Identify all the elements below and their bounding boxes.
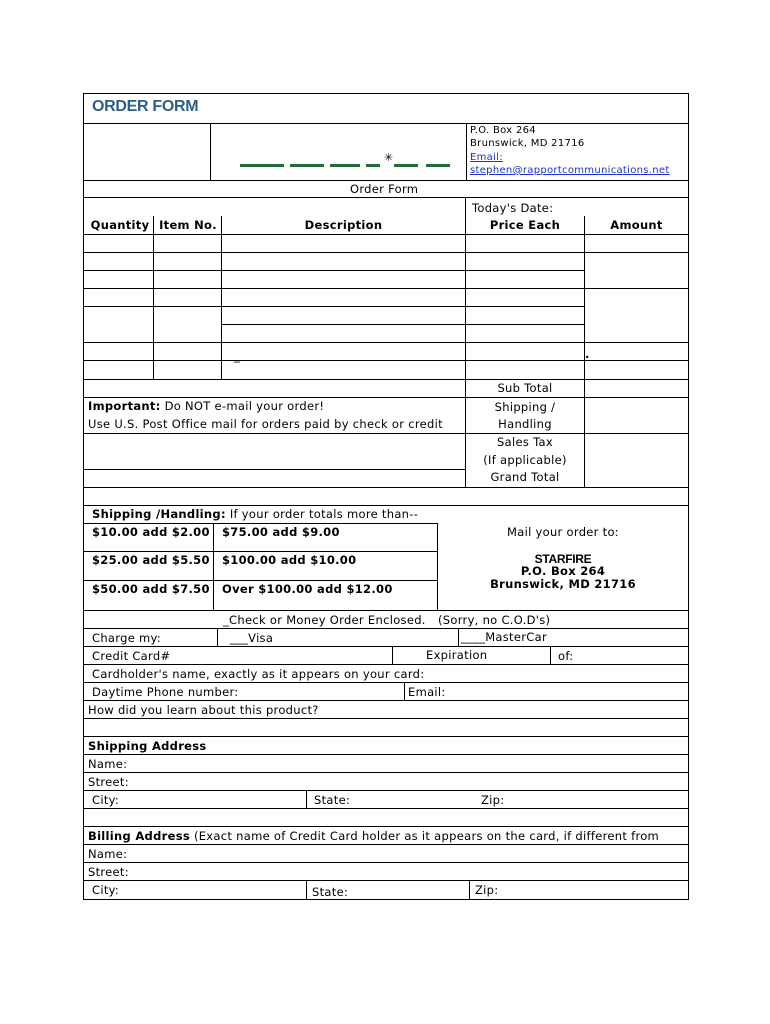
billing-state-field[interactable]: State:: [312, 885, 349, 899]
divider: [84, 880, 688, 881]
billing-city-field[interactable]: City:: [92, 883, 120, 897]
order-form: [83, 93, 689, 900]
address-line: Brunswick, MD 21716: [470, 138, 585, 149]
amount-cell[interactable]: .: [585, 347, 590, 361]
shipping-zip-field[interactable]: Zip:: [481, 793, 505, 807]
rate-cell: $25.00 add $5.50: [92, 553, 210, 567]
charge-label: Charge my:: [92, 631, 161, 645]
divider: [210, 123, 211, 180]
divider: [84, 252, 584, 253]
divider: [221, 324, 584, 325]
billing-address-heading: [88, 829, 659, 843]
expiration-of-label: of:: [558, 649, 574, 663]
divider: [84, 808, 688, 809]
divider: [84, 523, 437, 524]
shipping-name-field[interactable]: Name:: [88, 757, 128, 771]
divider: [84, 270, 584, 271]
divider: [84, 754, 688, 755]
divider: [84, 342, 688, 343]
shipping-label: Handling: [498, 417, 552, 431]
mail-address: P.O. Box 264: [520, 564, 606, 578]
address-line: P.O. Box 264: [470, 125, 536, 136]
email-label[interactable]: Email:: [470, 152, 503, 163]
divider: [84, 580, 437, 581]
important-label: Important:: [88, 399, 161, 413]
column-header: Price Each: [489, 218, 561, 232]
divider: [458, 628, 459, 646]
divider: [306, 880, 307, 900]
billing-address-label: Billing Address: [88, 829, 190, 843]
divider: [153, 216, 154, 379]
visa-option[interactable]: ___Visa: [230, 631, 274, 645]
shipping-state-field[interactable]: State:: [314, 793, 351, 807]
divider: [84, 610, 688, 611]
divider: [213, 523, 214, 610]
check-option[interactable]: _Check or Money Order Enclosed.: [223, 613, 426, 627]
mail-to-label: Mail your order to:: [507, 525, 619, 539]
divider: [84, 360, 688, 361]
divider: [404, 682, 405, 700]
divider: [221, 216, 222, 379]
divider: [84, 180, 688, 181]
important-text: Do NOT e-mail your order!: [160, 399, 325, 413]
divider: [84, 826, 688, 827]
shipping-rates-label: Shipping /Handling:: [92, 507, 226, 521]
divider: [306, 790, 307, 808]
divider: [84, 682, 688, 683]
rate-cell: Over $100.00 add $12.00: [222, 582, 393, 596]
shipping-label: Shipping /: [494, 400, 556, 414]
divider: [84, 700, 688, 701]
shipping-rates-text: If your order totals more than--: [225, 507, 419, 521]
divider: [84, 433, 688, 434]
column-header: Quantity: [90, 218, 150, 232]
sales-tax-label: (If applicable): [483, 453, 567, 467]
email-link[interactable]: stephen@rapportcommunications.net: [470, 165, 670, 176]
description-cell[interactable]: _: [234, 349, 241, 363]
learn-field[interactable]: How did you learn about this product?: [88, 703, 319, 717]
divider: [84, 551, 437, 552]
billing-street-field[interactable]: Street:: [88, 865, 129, 879]
rate-cell: $100.00 add $10.00: [222, 553, 357, 567]
rate-cell: $75.00 add $9.00: [222, 525, 340, 539]
credit-card-field[interactable]: Credit Card#: [92, 649, 171, 663]
column-header: Amount: [610, 218, 663, 232]
shipping-street-field[interactable]: Street:: [88, 775, 129, 789]
divider: [466, 123, 467, 180]
divider: [84, 505, 688, 506]
divider: [84, 664, 688, 665]
divider: [584, 252, 688, 253]
cod-note: (Sorry, no C.O.D's): [438, 613, 551, 627]
page-title: ORDER FORM: [92, 98, 199, 115]
shipping-city-field[interactable]: City:: [92, 793, 120, 807]
important-note: [88, 399, 324, 413]
star-icon: ✳: [384, 151, 394, 164]
important-text: Use U.S. Post Office mail for orders paid by check or credit: [88, 417, 443, 431]
phone-field[interactable]: Daytime Phone number:: [92, 685, 239, 699]
column-header: Item No.: [159, 218, 217, 232]
divider: [84, 772, 688, 773]
divider: [84, 123, 688, 124]
divider: [84, 628, 688, 629]
billing-zip-field[interactable]: Zip:: [475, 883, 499, 897]
company-name: STARFIRE: [534, 552, 592, 566]
order-form-label: Order Form: [350, 182, 419, 196]
sales-tax-label: Sales Tax: [497, 435, 553, 449]
rate-cell: $10.00 add $2.00: [92, 525, 210, 539]
subtotal-label: Sub Total: [497, 381, 553, 395]
divider: [217, 628, 218, 646]
divider: [84, 197, 688, 198]
divider: [84, 288, 688, 289]
mail-address: Brunswick, MD 21716: [490, 577, 636, 591]
divider: [84, 844, 688, 845]
column-header: Description: [304, 218, 383, 232]
divider: [550, 646, 551, 664]
rate-cell: $50.00 add $7.50: [92, 582, 210, 596]
email-field[interactable]: Email:: [408, 685, 446, 699]
divider: [84, 718, 688, 719]
divider: [84, 379, 688, 380]
cardholder-field[interactable]: Cardholder's name, exactly as it appears on your card:: [92, 667, 425, 681]
divider: [84, 646, 688, 647]
divider: [84, 469, 465, 470]
expiration-field[interactable]: Expiration: [426, 648, 488, 662]
divider: [84, 790, 688, 791]
divider: [84, 397, 688, 398]
mastercard-option[interactable]: ____MasterCar: [461, 630, 547, 644]
divider: [392, 646, 393, 664]
divider: [84, 306, 584, 307]
grand-total-label: Grand Total: [490, 470, 560, 484]
billing-address-note: (Exact name of Credit Card holder as it appears on the card, if different from: [189, 829, 660, 843]
divider: [84, 234, 688, 235]
divider: [84, 862, 688, 863]
billing-name-field[interactable]: Name:: [88, 847, 128, 861]
shipping-rates-heading: [92, 507, 418, 521]
divider: [84, 487, 688, 488]
shipping-address-heading: Shipping Address: [88, 739, 207, 753]
divider: [469, 880, 470, 900]
divider: [84, 736, 688, 737]
date-field[interactable]: Today's Date:: [472, 201, 554, 215]
